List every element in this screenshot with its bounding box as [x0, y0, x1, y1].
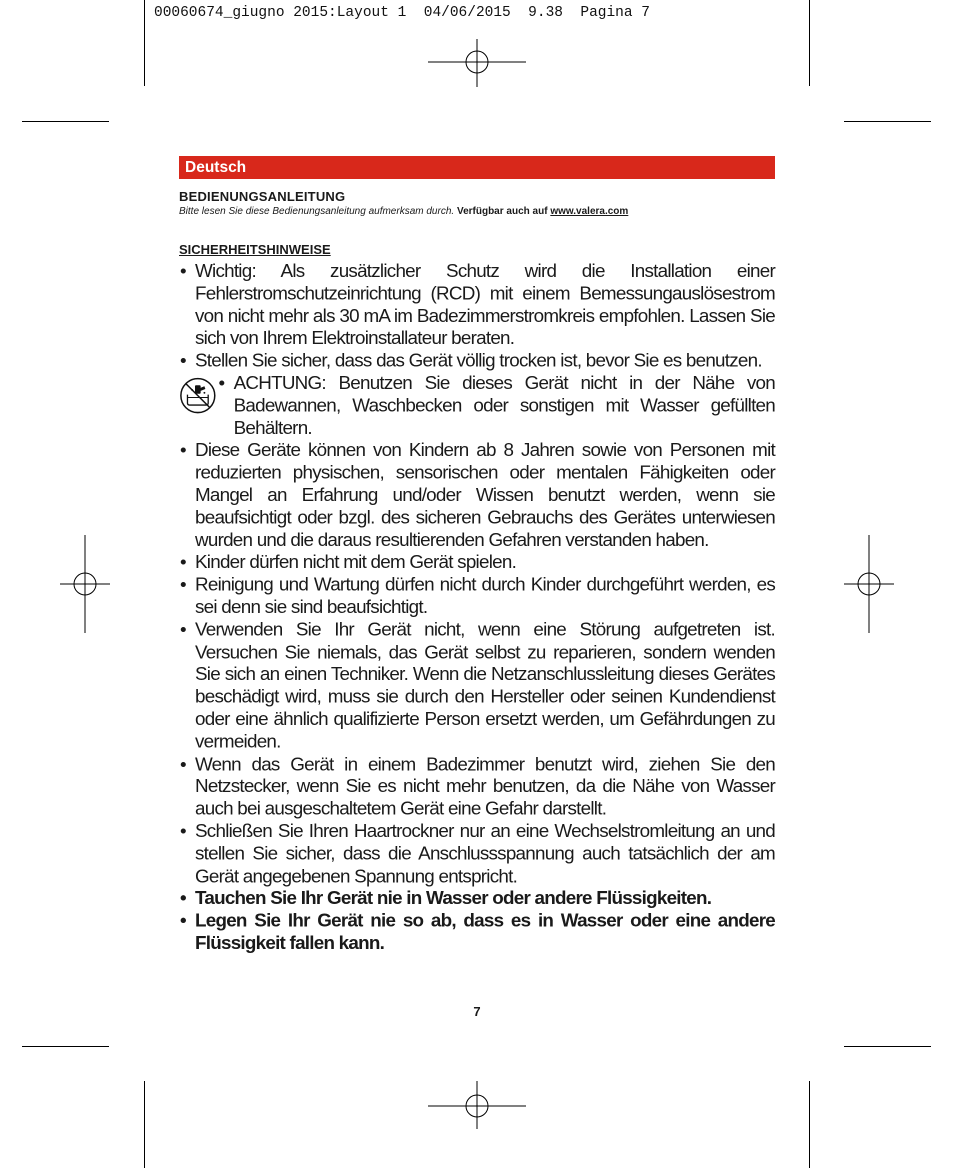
bullet: •	[179, 261, 186, 282]
item-text: Wichtig: Als zusätzlicher Schutz wird die Installation einer Fehlerstromschutzeinrichtung (RCD) mit einem Bemessungauslösestrom von nicht mehr als 30 mA im Badezimmerstromkreis empfohlen. Lassen Sie sich von Ihrem Elektroinstallateur beraten.	[195, 261, 775, 349]
bullet: •	[179, 619, 186, 641]
list-item-warning	[179, 373, 775, 440]
bullet: •	[179, 753, 186, 775]
item-text: Legen Sie Ihr Gerät nie so ab, dass es in Wasser oder eine andere Flüssigkeit fallen kann.	[195, 910, 775, 954]
crop-mark	[844, 1046, 931, 1047]
list-item	[179, 552, 775, 574]
item-text: Verwenden Sie Ihr Gerät nicht, wenn eine Störung aufgetreten ist. Versuchen Sie niemals, das Gerät selbst zu reparieren, sondern wenden Sie sich an einen Techniker. Wenn die Netzanschlussleitung dieses Gerätes beschädigt wird, muss sie durch den Hersteller oder seinen Kundendienst oder eine ähnlich qualifizierte Person ersetzt werden, um Gefährdungen zu vermeiden.	[195, 619, 775, 753]
crop-mark	[144, 0, 145, 86]
website-link[interactable]: www.valera.com	[550, 206, 629, 217]
bullet: •	[218, 373, 225, 394]
read-note-text: Bitte lesen Sie diese Bedienungsanleitung aufmerksam durch.	[179, 206, 455, 217]
read-instructions-note	[179, 206, 628, 217]
list-item	[179, 754, 775, 821]
manual-heading: BEDIENUNGSANLEITUNG	[179, 189, 346, 204]
page-number: 7	[473, 1004, 481, 1019]
list-item	[179, 821, 775, 888]
item-text: Reinigung und Wartung dürfen nicht durch Kinder durchgeführt werden, es sei denn sie sind beaufsichtigt.	[195, 574, 775, 618]
safety-heading: SICHERHEITSHINWEISE	[179, 242, 331, 257]
registration-mark-icon	[428, 39, 526, 87]
list-item	[179, 261, 775, 351]
crop-mark	[809, 1081, 810, 1168]
list-item-bold	[179, 911, 775, 956]
safety-instructions-list	[179, 261, 775, 955]
bullet: •	[179, 440, 186, 461]
available-at-text: Verfügbar auch auf	[456, 206, 548, 217]
no-water-bath-icon	[179, 377, 217, 415]
registration-mark-icon	[60, 535, 110, 633]
bullet: •	[179, 350, 186, 372]
crop-mark	[144, 1081, 145, 1168]
bullet: •	[179, 910, 186, 932]
bullet: •	[179, 574, 186, 596]
item-text: Stellen Sie sicher, dass das Gerät völlig trocken ist, bevor Sie es benutzen.	[195, 350, 762, 372]
crop-mark	[22, 1046, 109, 1047]
item-text: ACHTUNG: Benutzen Sie dieses Gerät nicht in der Nähe von Badewannen, Waschbecken oder sonstigen mit Wasser gefüllten Behältern.	[233, 373, 775, 439]
language-bar: Deutsch	[179, 156, 775, 179]
item-text: Kinder dürfen nicht mit dem Gerät spielen.	[195, 552, 517, 573]
crop-mark	[22, 121, 109, 122]
list-item	[179, 575, 775, 620]
list-item	[179, 619, 775, 753]
list-item-bold	[179, 888, 775, 910]
registration-mark-icon	[428, 1081, 526, 1129]
item-text: Schließen Sie Ihren Haartrockner nur an eine Wechselstromleitung an und stellen Sie sicher, dass die Anschlussspannung auch tatsächlich der am Gerät angegebenen Spannung entspricht.	[195, 821, 775, 887]
crop-mark	[809, 0, 810, 86]
crop-mark	[844, 121, 931, 122]
list-item	[179, 440, 775, 552]
print-slug-line: 00060674_giugno 2015:Layout 1 04/06/2015 9.38 Pagina 7	[154, 5, 650, 21]
list-item	[179, 351, 775, 373]
registration-mark-icon	[844, 535, 894, 633]
item-text: Wenn das Gerät in einem Badezimmer benutzt wird, ziehen Sie den Netzstecker, wenn Sie es nicht mehr benutzen, da die Nähe von Wasser auch bei ausgeschaltetem Gerät eine Gefahr darstellt.	[195, 753, 775, 820]
item-text: Tauchen Sie Ihr Gerät nie in Wasser oder andere Flüssigkeiten.	[195, 888, 712, 909]
item-text: Diese Geräte können von Kindern ab 8 Jahren sowie von Personen mit reduzierten physischen, sensorischen oder mentalen Fähigkeiten oder Mangel an Erfahrung und/oder Wissen benutzt werden, wenn sie beaufsichtigt oder bzgl. des sicheren Gebrauchs des Gerätes unterwiesen wurden und die daraus resultierenden Gefahren verstanden haben.	[195, 440, 775, 551]
bullet: •	[179, 821, 186, 842]
bullet: •	[179, 888, 186, 909]
bullet: •	[179, 552, 186, 573]
